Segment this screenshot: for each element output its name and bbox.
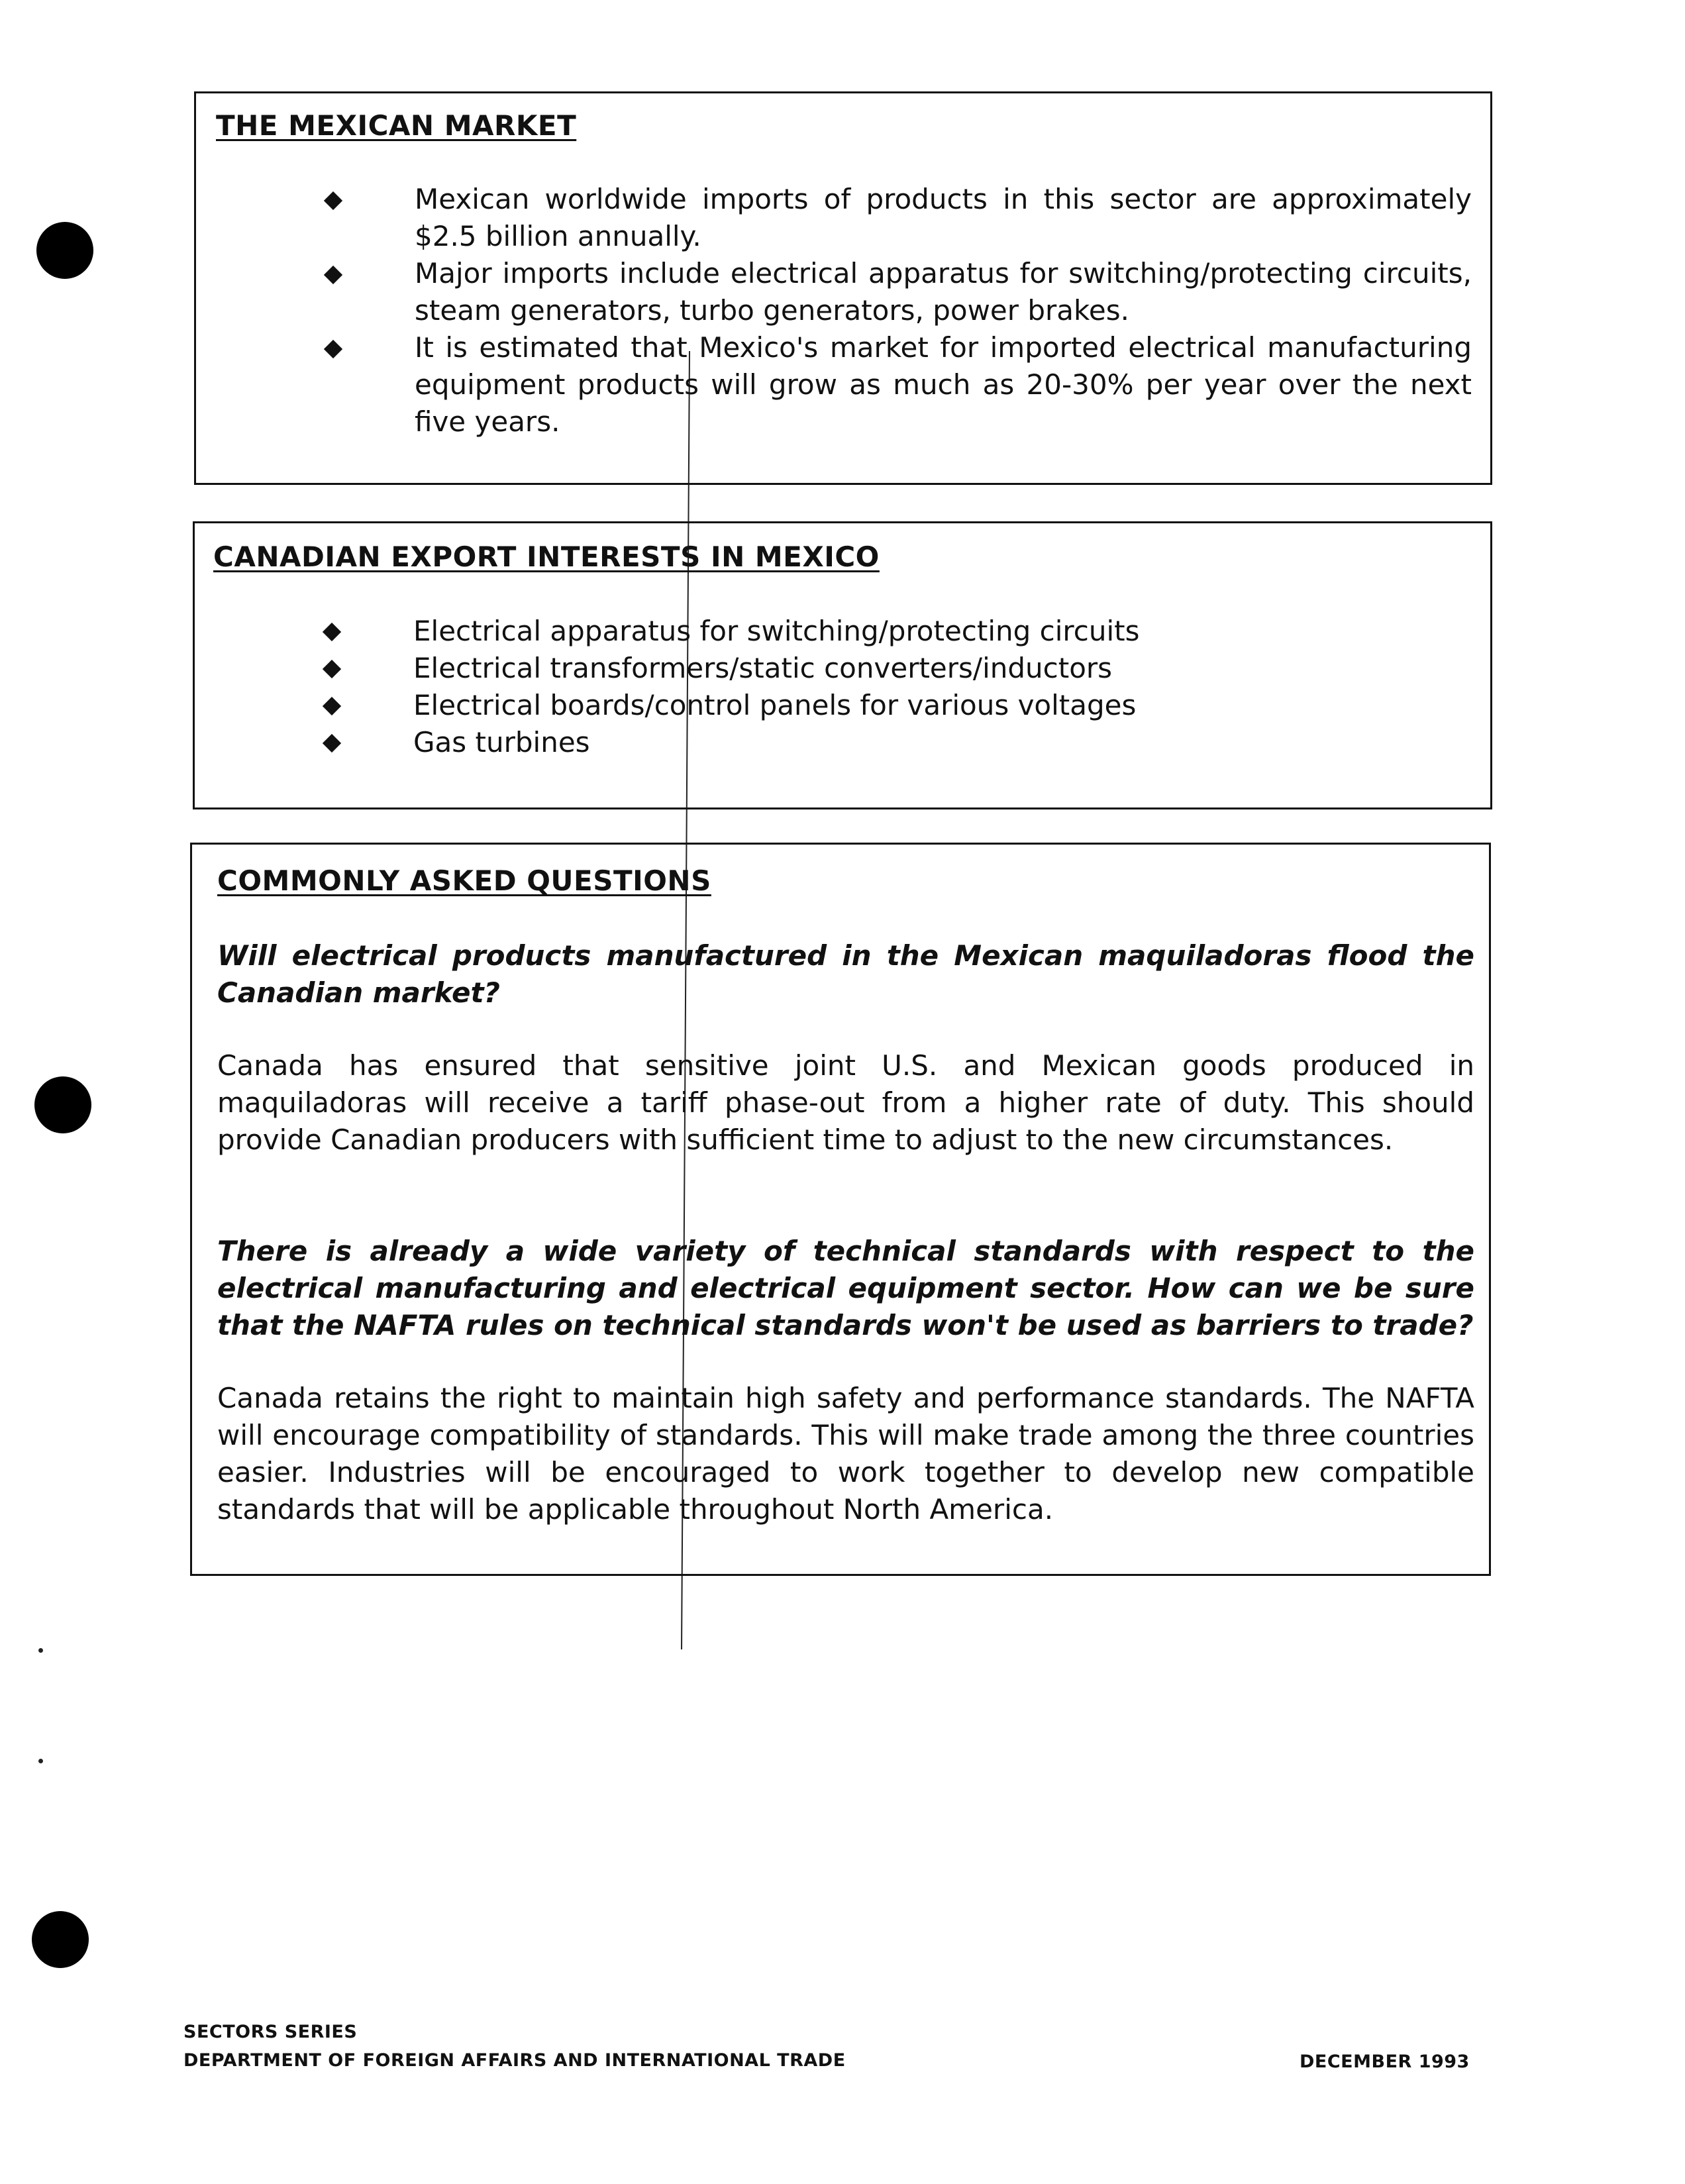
bullet-diamond-icon <box>324 191 342 210</box>
export-interests-bullet: Electrical transformers/static converters/inductors <box>413 652 1113 684</box>
scan-speck <box>38 1648 43 1653</box>
export-interests-title: CANADIAN EXPORT INTERESTS IN MEXICO <box>213 541 880 573</box>
bullet-diamond-icon <box>323 734 341 753</box>
mexican-market-box <box>194 91 1492 485</box>
export-interests-bullet: Gas turbines <box>413 726 590 758</box>
questions-title: COMMONLY ASKED QUESTIONS <box>217 864 711 897</box>
scan-speck <box>38 1759 43 1763</box>
bullet-diamond-icon <box>323 697 341 715</box>
footer-series: SECTORS SERIES <box>183 2022 358 2042</box>
footer-department: DEPARTMENT OF FOREIGN AFFAIRS AND INTERNATIONAL TRADE <box>183 2050 846 2071</box>
mexican-market-bullet: Mexican worldwide imports of products in this sector are approximately $2.5 billion annually. <box>415 183 1472 252</box>
question-text: Will electrical products manufactured in the Mexican maquiladoras flood the Canadian market? <box>217 939 1474 1009</box>
export-interests-box <box>193 521 1492 809</box>
bullet-diamond-icon <box>324 266 342 284</box>
punch-hole-top <box>36 222 93 279</box>
bullet-diamond-icon <box>323 660 341 678</box>
punch-hole-bottom <box>32 1911 89 1968</box>
answer-text: Canada has ensured that sensitive joint U.S. and Mexican goods produced in maquiladoras will receive a tariff phase-out from a higher rate of duty. This should provide Canadian producers with sufficient time to adjust to the new circumstances. <box>217 1049 1474 1156</box>
export-interests-bullet: Electrical apparatus for switching/protecting circuits <box>413 615 1140 647</box>
answer-text: Canada retains the right to maintain high safety and performance standards. The NAFTA will encourage compatibility of standards. This will make trade among the three countries easier. Industries will be encouraged to work together to develop new compatible standards that will be applicable throughout North America. <box>217 1382 1474 1526</box>
mexican-market-bullet: It is estimated that Mexico's market for imported electrical manufacturing equipment products will grow as much as 20-30% per year over the next five years. <box>415 331 1472 438</box>
mexican-market-title: THE MEXICAN MARKET <box>216 109 577 142</box>
footer-date: DECEMBER 1993 <box>1300 2052 1470 2072</box>
question-text: There is already a wide variety of technical standards with respect to the electrical manufacturing and electrical equipment sector. How can we be sure that the NAFTA rules on technical standards won't be used as barriers to trade? <box>217 1235 1474 1341</box>
export-interests-bullet: Electrical boards/control panels for various voltages <box>413 689 1137 721</box>
punch-hole-middle <box>34 1076 91 1133</box>
bullet-diamond-icon <box>324 340 342 358</box>
mexican-market-bullet: Major imports include electrical apparatus for switching/protecting circuits, steam generators, turbo generators, power brakes. <box>415 257 1472 327</box>
questions-box <box>190 843 1491 1576</box>
bullet-diamond-icon <box>323 623 341 641</box>
